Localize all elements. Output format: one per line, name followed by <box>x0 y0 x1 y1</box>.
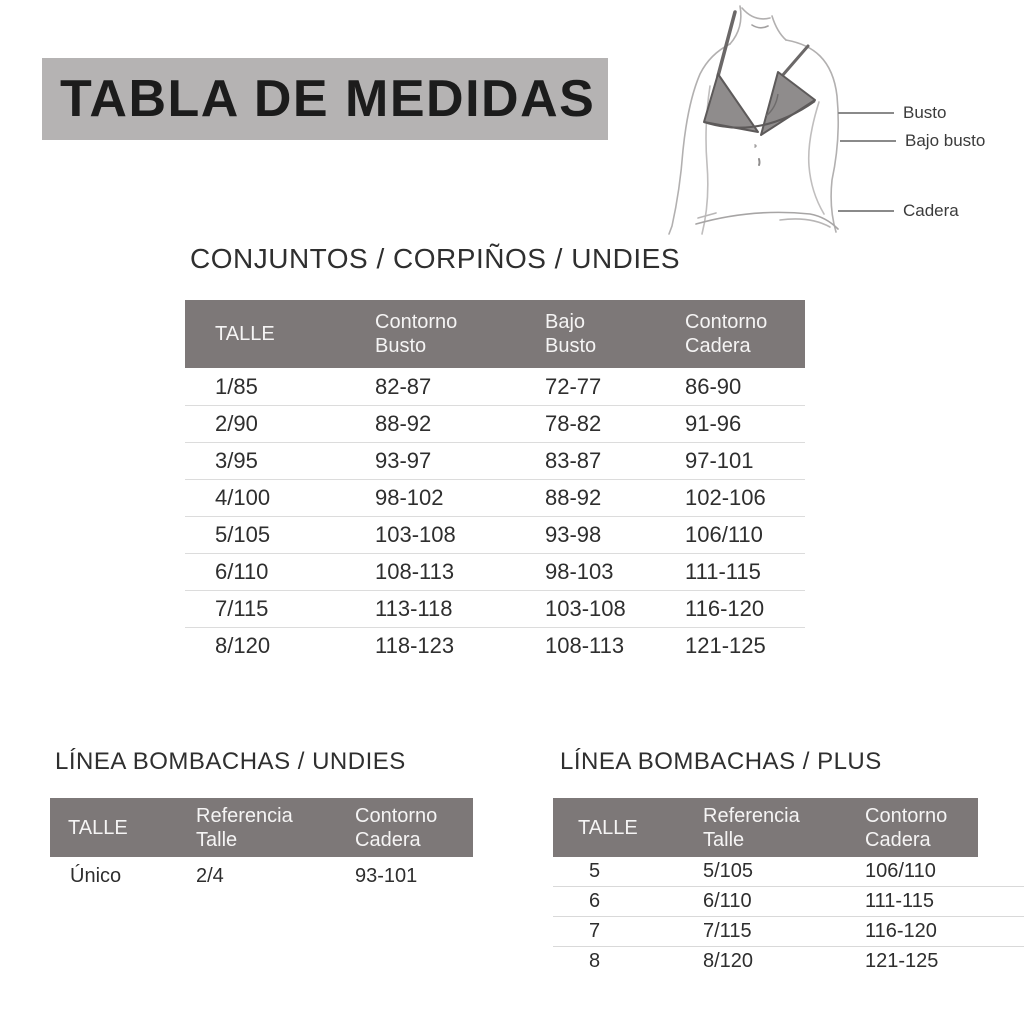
cell-talle: 7 <box>589 920 601 942</box>
cell-contorno-cadera: 116-120 <box>685 596 765 621</box>
cell-contorno-busto: 118-123 <box>375 633 455 658</box>
cell-bajo-busto: 93-98 <box>545 522 602 547</box>
bombachas-undies-header <box>50 798 473 857</box>
cell-contorno-cadera: 116-120 <box>865 920 937 942</box>
table-row <box>553 857 1024 887</box>
cell-contorno-cadera: 91-96 <box>685 411 742 436</box>
figure-label-text: Busto <box>903 103 947 122</box>
figure-label-busto <box>838 104 946 122</box>
bombachas-plus-table-rows <box>553 857 1024 976</box>
cell-bajo-busto: 88-92 <box>545 485 602 510</box>
table-row <box>553 947 1024 976</box>
bombachas-plus-header <box>553 798 978 857</box>
column-header-bajo-busto: Bajo Busto <box>545 311 597 357</box>
cell-contorno-busto: 98-102 <box>375 485 444 510</box>
figure-label-text: Cadera <box>903 201 959 220</box>
cell-contorno-cadera: 106/110 <box>865 860 936 882</box>
column-header-referencia-talle: Referencia Talle <box>196 804 293 851</box>
bombachas-undies-table <box>50 798 473 895</box>
cell-contorno-cadera: 121-125 <box>865 950 939 972</box>
cell-talle: 5 <box>589 860 601 882</box>
cell-talle: 8/120 <box>215 633 271 658</box>
cell-contorno-busto: 108-113 <box>375 559 455 584</box>
cell-contorno-cadera: 97-101 <box>685 448 754 473</box>
cell-contorno-cadera: 86-90 <box>685 373 742 399</box>
title-banner <box>42 58 608 140</box>
cell-bajo-busto: 72-77 <box>545 373 602 399</box>
cell-contorno-busto: 82-87 <box>375 373 432 399</box>
cell-talle: 8 <box>589 950 601 972</box>
pointer-line <box>840 140 896 142</box>
pointer-line <box>838 112 894 114</box>
conjuntos-table-header <box>185 300 805 368</box>
cell-contorno-cadera: 93-101 <box>355 864 418 887</box>
cell-referencia-talle: 2/4 <box>196 864 224 887</box>
pointer-line <box>838 210 894 212</box>
cell-talle: 4/100 <box>215 485 271 510</box>
torso-sketch <box>660 4 865 236</box>
table-row <box>185 516 805 553</box>
column-header-contorno-busto: Contorno Busto <box>375 311 458 357</box>
cell-talle: 1/85 <box>215 373 258 399</box>
column-header-contorno-cadera: Contorno Cadera <box>685 311 768 357</box>
table-row <box>553 887 1024 917</box>
column-header-talle: TALLE <box>215 323 275 345</box>
figure-label-cadera <box>838 202 959 220</box>
cell-talle: 3/95 <box>215 448 258 473</box>
table-row <box>185 553 805 590</box>
cell-talle: Único <box>70 864 122 887</box>
table-row <box>50 857 473 895</box>
bra-shape <box>704 12 815 135</box>
cell-contorno-busto: 113-118 <box>375 596 453 621</box>
bombachas-undies-heading: LÍNEA BOMBACHAS / UNDIES <box>55 748 406 775</box>
figure-label-text: Bajo busto <box>905 131 986 150</box>
bombachas-plus-table-header-wrap <box>553 798 978 857</box>
cell-contorno-cadera: 121-125 <box>685 633 766 658</box>
table-row <box>185 442 805 479</box>
cell-talle: 7/115 <box>215 596 269 621</box>
table-row <box>185 590 805 627</box>
bombachas-plus-heading: LÍNEA BOMBACHAS / PLUS <box>560 748 882 775</box>
cell-referencia-talle: 8/120 <box>703 950 754 972</box>
column-header-contorno-cadera: Contorno Cadera <box>355 804 438 851</box>
page-title: TABLA DE MEDIDAS <box>60 70 596 128</box>
column-header-talle: TALLE <box>68 816 128 839</box>
cell-talle: 6/110 <box>215 559 269 584</box>
cell-talle: 6 <box>589 890 601 912</box>
conjuntos-heading: CONJUNTOS / CORPIÑOS / UNDIES <box>190 243 681 274</box>
cell-referencia-talle: 7/115 <box>703 920 752 942</box>
cell-bajo-busto: 78-82 <box>545 411 602 436</box>
cell-contorno-cadera: 111-115 <box>685 559 761 584</box>
table-row <box>185 479 805 516</box>
table-row <box>185 368 805 405</box>
cell-referencia-talle: 5/105 <box>703 860 754 882</box>
cell-contorno-cadera: 106/110 <box>685 522 763 547</box>
cell-bajo-busto: 98-103 <box>545 559 614 584</box>
cell-contorno-busto: 103-108 <box>375 522 456 547</box>
conjuntos-table <box>185 300 805 664</box>
cell-referencia-talle: 6/110 <box>703 890 752 912</box>
figure-label-bajo-busto <box>840 132 985 150</box>
cell-contorno-cadera: 111-115 <box>865 890 934 912</box>
cell-bajo-busto: 83-87 <box>545 448 602 473</box>
cell-talle: 2/90 <box>215 411 258 436</box>
column-header-referencia-talle: Referencia Talle <box>703 804 800 851</box>
measurement-figure <box>658 2 1024 238</box>
table-row <box>185 627 805 664</box>
cell-talle: 5/105 <box>215 522 271 547</box>
cell-contorno-busto: 93-97 <box>375 448 432 473</box>
cell-bajo-busto: 103-108 <box>545 596 626 621</box>
cell-contorno-busto: 88-92 <box>375 411 432 436</box>
cell-bajo-busto: 108-113 <box>545 633 625 658</box>
table-row <box>185 405 805 442</box>
cell-contorno-cadera: 102-106 <box>685 485 766 510</box>
table-row <box>553 917 1024 947</box>
column-header-contorno-cadera: Contorno Cadera <box>865 804 948 851</box>
column-header-talle: TALLE <box>578 816 638 839</box>
